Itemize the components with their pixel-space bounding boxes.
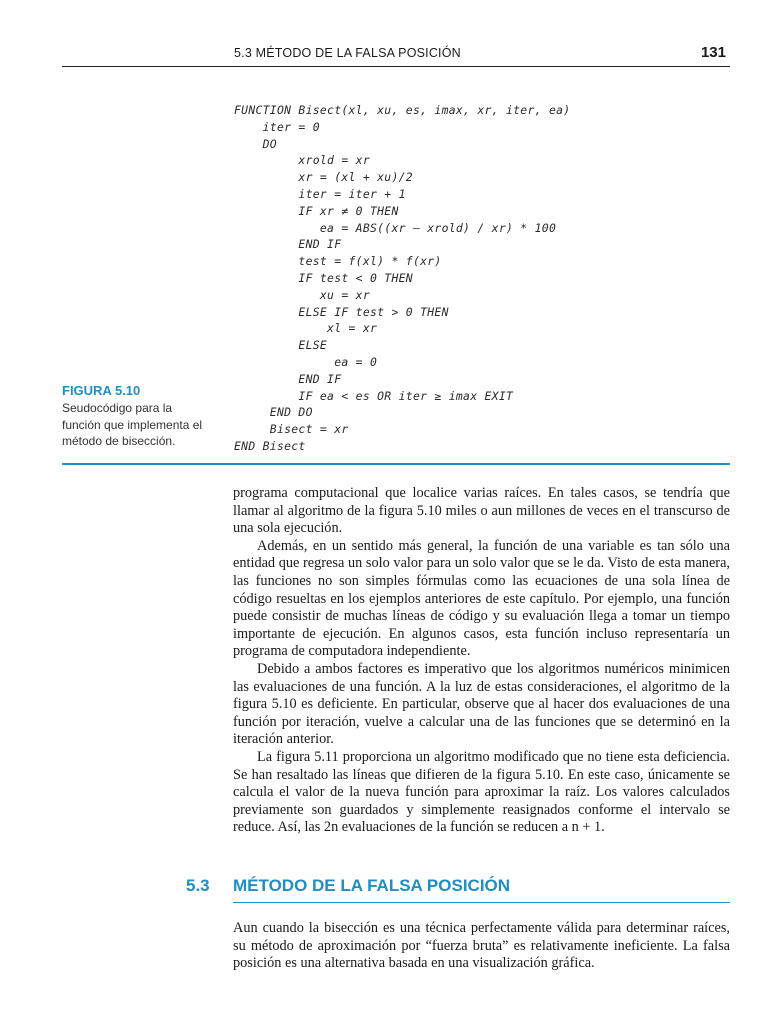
section-body-text — [233, 920, 730, 973]
running-head-section: 5.3 MÉTODO DE LA FALSA POSICIÓN — [234, 46, 461, 60]
code-line: test = f(xl) * f(xr) — [234, 254, 442, 269]
code-line: IF test < 0 THEN — [234, 270, 413, 285]
code-line: END IF — [234, 371, 342, 386]
code-line: xr = (xl + xu)/2 — [234, 170, 413, 185]
section-number: 5.3 — [186, 876, 210, 895]
code-line: END IF — [234, 237, 342, 252]
figure-caption-text: Seudocódigo para la función que implementa el método de bisección. — [62, 401, 203, 448]
page-header — [62, 46, 730, 67]
code-line: IF xr ≠ 0 THEN — [234, 203, 399, 218]
code-line: iter = iter + 1 — [234, 186, 406, 201]
page-number: 131 — [700, 44, 726, 61]
code-line: END DO — [234, 405, 313, 420]
section-title: MÉTODO DE LA FALSA POSICIÓN — [233, 876, 511, 895]
code-line: ELSE IF test > 0 THEN — [234, 304, 449, 319]
code-line: Bisect = xr — [234, 422, 349, 437]
code-line: xu = xr — [234, 287, 370, 302]
code-line: xl = xr — [234, 321, 378, 336]
paragraph: Debido a ambos factores es imperativo que los algoritmos numéricos minimicen las evaluaciones de una función. A la luz de estas consideraciones, el algoritmo de la figura 5.10 es deficiente. En particular, observe que al hacer dos evaluaciones de una función por iteración, vuelve a calcular una de las funciones que se determinó en la iteración anterior. — [233, 660, 730, 748]
body-text — [233, 485, 730, 837]
code-line: IF ea < es OR iter ≥ imax EXIT — [234, 388, 514, 403]
code-line: ea = ABS((xr – xrold) / xr) * 100 — [234, 220, 557, 235]
section-divider — [233, 902, 730, 903]
pseudocode-block — [234, 102, 570, 455]
figure-divider — [62, 463, 730, 465]
code-line: ea = 0 — [234, 354, 378, 369]
figure-label: FIGURA 5.10 — [62, 383, 141, 398]
code-line: iter = 0 — [234, 119, 320, 134]
code-line: DO — [234, 136, 277, 151]
paragraph: Además, en un sentido más general, la función de una variable es tan sólo una entidad que regresa un solo valor para un solo valor que se le da. Visto de esta manera, las funciones no son simples fórmulas como las ecuaciones de una sola línea de código resueltas en los ejemplos anteriores de este capítulo. Por ejemplo, una función puede consistir de muchas líneas de código y su evaluación llega a tomar un tiempo importante de ejecución. En algunos casos, esta función incluso representaría un programa de computadora independiente. — [233, 537, 730, 660]
paragraph: programa computacional que localice varias raíces. En tales casos, se tendría que llamar al algoritmo de la figura 5.10 miles o aun millones de veces en el transcurso de una sola ejecución. — [233, 485, 730, 537]
figure-caption — [62, 383, 212, 450]
paragraph: Aun cuando la bisección es una técnica perfectamente válida para determinar raíces, su método de aproximación por “fuerza bruta” es relativamente ineficiente. La falsa posición es una alternativa basada en una visualización gráfica. — [233, 920, 730, 972]
code-line: FUNCTION Bisect(xl, xu, es, imax, xr, iter, ea) — [234, 103, 571, 117]
paragraph: La figura 5.11 proporciona un algoritmo modificado que no tiene esta deficiencia. Se han resaltado las líneas que difieren de la figura 5.10. En este caso, únicamente se calcula el valor de la nueva función para aproximar la raíz. Los valores calculados previamente son guardados y simplemente reasignados conforme el intervalo se reduce. Así, las 2n evaluaciones de la función se reducen a n + 1. — [233, 748, 730, 836]
code-line: xrold = xr — [234, 153, 370, 168]
code-line: ELSE — [234, 338, 328, 353]
code-line: END Bisect — [234, 438, 306, 453]
